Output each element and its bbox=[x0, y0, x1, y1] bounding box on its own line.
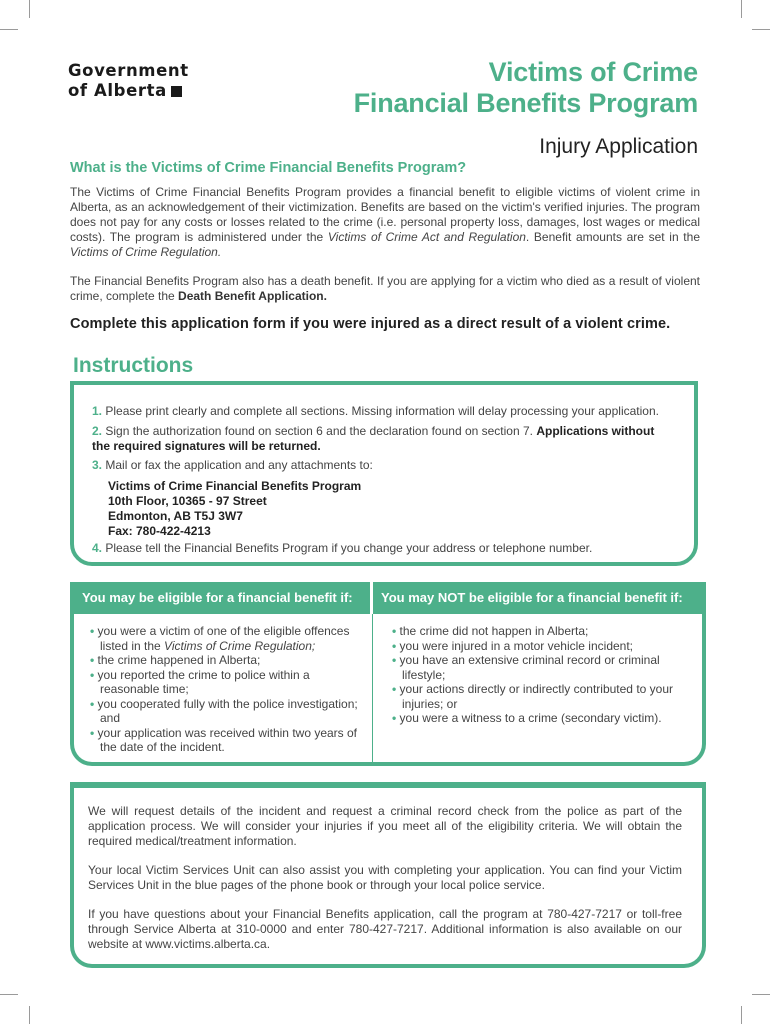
government-logo bbox=[68, 61, 189, 101]
crop-mark bbox=[752, 994, 770, 995]
crop-mark bbox=[0, 29, 18, 30]
list-item: • you reported the crime to police within a reasonable time; bbox=[90, 667, 310, 696]
instruction-text: Please tell the Financial Benefits Program if you change your address or telephone number. bbox=[105, 541, 593, 555]
title-block bbox=[354, 57, 698, 159]
list-item: • your actions directly or indirectly contributed to your injuries; or bbox=[392, 682, 674, 711]
intro-paragraph-2 bbox=[70, 274, 700, 304]
instruction-item bbox=[92, 424, 672, 454]
crop-mark bbox=[0, 994, 18, 995]
instruction-text: Sign the authorization found on section 6 and the declaration found on section 7. bbox=[105, 424, 537, 438]
list-item: • you cooperated fully with the police investigation; and bbox=[90, 696, 358, 725]
complete-statement: Complete this application form if you were injured as a direct result of a violent crime. bbox=[70, 316, 671, 332]
info-paragraph: Your local Victim Services Unit can also assist you with completing your application. You can find your Victim Services Unit in the blue pages of the phone book or through your local police service. bbox=[88, 863, 682, 892]
instruction-text: Mail or fax the application and any attachments to: bbox=[105, 458, 373, 472]
list-item: • you were a victim of one of the eligible offences listed in the Victims of Crime Regulation; bbox=[90, 624, 350, 653]
list-item: • the crime did not happen in Alberta; bbox=[392, 624, 589, 638]
not-eligible-list bbox=[392, 624, 682, 726]
intro-p1-text-b: . Benefit amounts are set in the bbox=[525, 230, 700, 244]
list-item-text: your application was received within two years of the date of the incident. bbox=[97, 725, 358, 754]
title-line2: Financial Benefits Program bbox=[353, 88, 698, 118]
information-box bbox=[70, 782, 706, 968]
instructions-title: Instructions bbox=[73, 354, 194, 377]
list-item-text: the crime did not happen in Alberta; bbox=[399, 624, 589, 638]
instruction-item bbox=[92, 458, 692, 473]
intro-paragraph-1 bbox=[70, 185, 700, 260]
eligibility-table bbox=[70, 582, 706, 766]
crop-mark bbox=[741, 1006, 742, 1024]
info-paragraph: If you have questions about your Financial Benefits application, call the program at 780-427-7217 or toll-free through Service Alberta at 310-0000 and enter 780-427-7217. Additional information is also available on our website at www.victims.alberta.ca. bbox=[88, 907, 682, 951]
list-item-text: the crime happened in Alberta; bbox=[97, 653, 261, 667]
crop-mark bbox=[752, 29, 770, 30]
eligible-header: You may be eligible for a financial benefit if: bbox=[74, 582, 373, 614]
intro-p1-text: The Victims of Crime Financial Benefits Program provides a financial benefit to eligible victims of violent crime in Alberta, as an acknowledgement of their victimization. Benefits are based on the victim's verified injuries. The program does not pay for any costs or losses related to the crime (i.e. personal property loss, damages, lost wages or medical costs). The program is administered under the bbox=[70, 185, 700, 244]
title-line1: Victims of Crime bbox=[488, 57, 698, 87]
instruction-number: 3. bbox=[92, 458, 103, 472]
list-item-text: you were a witness to a crime (secondary victim). bbox=[399, 711, 662, 725]
list-item: • the crime happened in Alberta; bbox=[90, 653, 261, 667]
instruction-bold-text: Applications without the required signatures will be returned. bbox=[92, 424, 655, 453]
intro-p1-italic-regulation: Victims of Crime Regulation. bbox=[70, 245, 222, 259]
list-item-text: you were injured in a motor vehicle incident; bbox=[399, 638, 634, 653]
instruction-item bbox=[92, 541, 692, 556]
info-paragraph: We will request details of the incident and request a criminal record check from the police as part of the application process. We will consider your injuries if you meet all of the eligibility criteria. We will obtain the required medical/treatment information. bbox=[88, 804, 682, 848]
list-item: • you have an extensive criminal record or criminal lifestyle; bbox=[392, 653, 660, 682]
instruction-number: 4. bbox=[92, 541, 103, 555]
list-item-italic: Victims of Crime Regulation; bbox=[164, 638, 316, 653]
address-line: 10th Floor, 10365 - 97 Street bbox=[108, 494, 267, 508]
death-benefit-link: Death Benefit Application. bbox=[178, 289, 327, 303]
address-line: Victims of Crime Financial Benefits Program bbox=[108, 479, 362, 493]
logo-line1: Government bbox=[68, 61, 189, 80]
intro-heading: What is the Victims of Crime Financial Benefits Program? bbox=[70, 160, 467, 176]
list-item-text: you were a victim of one of the eligible offences listed in the bbox=[97, 624, 350, 653]
list-item-text: you reported the crime to police within a reasonable time; bbox=[97, 667, 310, 696]
logo-square-icon bbox=[171, 86, 182, 97]
intro-p1-italic-act: Victims of Crime Act and Regulation bbox=[327, 230, 526, 244]
column-divider bbox=[372, 614, 373, 762]
address-line: Edmonton, AB T5J 3W7 bbox=[108, 509, 243, 523]
list-item: • your application was received within two years of the date of the incident. bbox=[90, 725, 358, 754]
instruction-number: 1. bbox=[92, 404, 103, 418]
list-item-text: you cooperated fully with the police investigation; and bbox=[97, 696, 358, 725]
mailing-address bbox=[108, 479, 361, 539]
list-item-text: you have an extensive criminal record or criminal lifestyle; bbox=[399, 653, 660, 682]
page-subtitle: Injury Application bbox=[539, 135, 698, 158]
instructions-box bbox=[70, 381, 698, 566]
list-item: • you were a witness to a crime (secondary victim). bbox=[392, 711, 662, 725]
crop-mark bbox=[29, 1006, 30, 1024]
instruction-text: Please print clearly and complete all sections. Missing information will delay processing your application. bbox=[105, 404, 659, 418]
fax-number: Fax: 780-422-4213 bbox=[108, 524, 211, 538]
intro-p2-text: The Financial Benefits Program also has a death benefit. If you are applying for a victim who died as a result of violent crime, complete the bbox=[70, 274, 700, 303]
not-eligible-header: You may NOT be eligible for a financial benefit if: bbox=[381, 590, 683, 605]
crop-mark bbox=[741, 0, 742, 18]
eligible-list bbox=[90, 624, 368, 755]
instruction-item bbox=[92, 404, 692, 419]
list-item: • you were injured in a motor vehicle incident; bbox=[392, 638, 634, 653]
crop-mark bbox=[29, 0, 30, 18]
instruction-number: 2. bbox=[92, 424, 103, 438]
list-item-text: your actions directly or indirectly contributed to your injuries; or bbox=[399, 682, 674, 711]
logo-line2: of Alberta bbox=[68, 81, 167, 100]
